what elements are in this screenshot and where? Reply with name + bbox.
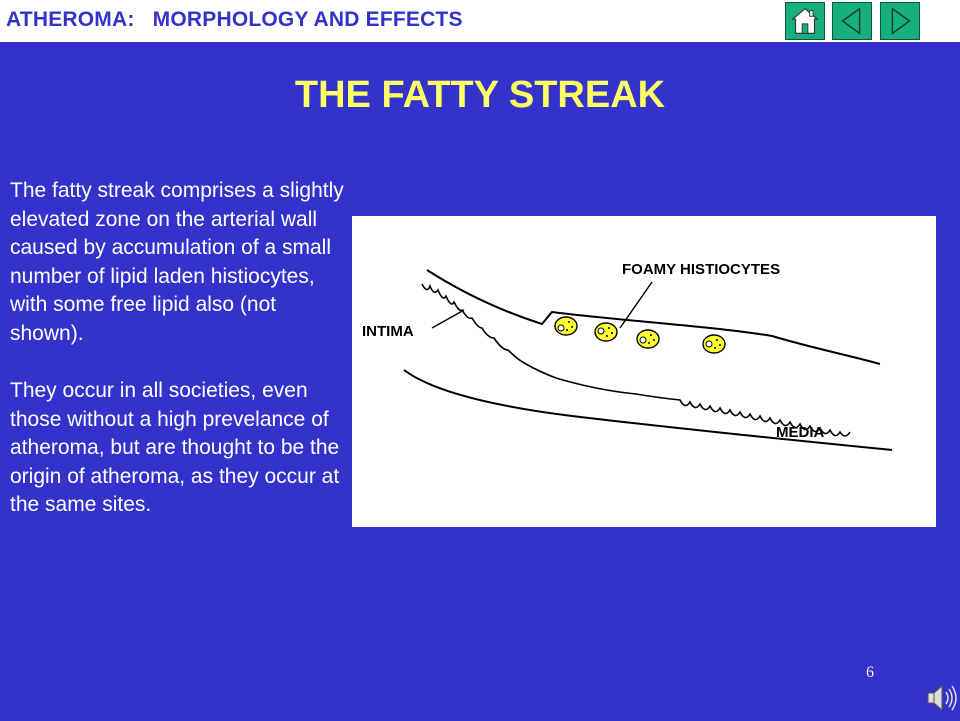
artery-wall-drawing [352, 216, 936, 527]
previous-arrow-icon [833, 3, 871, 39]
foamy-histiocyte [595, 323, 617, 341]
next-button[interactable] [880, 2, 920, 40]
header-bar [0, 0, 960, 42]
previous-button[interactable] [832, 2, 872, 40]
intima-wavy-line [422, 284, 850, 436]
foamy-histiocyte [555, 317, 577, 335]
fatty-streak-diagram [352, 216, 936, 527]
foamy-histiocyte [637, 330, 659, 348]
intima-leader-line [432, 310, 464, 328]
slide-number: 6 [866, 664, 874, 681]
slide-title: THE FATTY STREAK [294, 74, 666, 116]
intima-label: INTIMA [362, 323, 414, 340]
media-label: MEDIA [776, 424, 825, 441]
header-title: ATHEROMA: MORPHOLOGY AND EFFECTS [6, 8, 463, 31]
next-arrow-icon [881, 3, 919, 39]
audio-button[interactable] [924, 680, 958, 716]
foamy-histiocytes-label: FOAMY HISTIOCYTES [622, 261, 781, 278]
intima-upper-line [427, 270, 880, 364]
home-button[interactable] [785, 2, 825, 40]
body-text [10, 177, 350, 549]
paragraph: The fatty streak comprises a slightly elevated zone on the arterial wall caused by accumulation of a small number of lipid laden histiocytes, with some free lipid also (not shown). [10, 179, 344, 345]
speaker-icon [924, 680, 958, 716]
foamy-histiocyte [703, 335, 725, 353]
paragraph: They occur in all societies, even those without a high prevelance of atheroma, but are thought to be the origin of atheroma, as they occur at the same sites. [10, 379, 340, 516]
home-icon [786, 3, 824, 39]
